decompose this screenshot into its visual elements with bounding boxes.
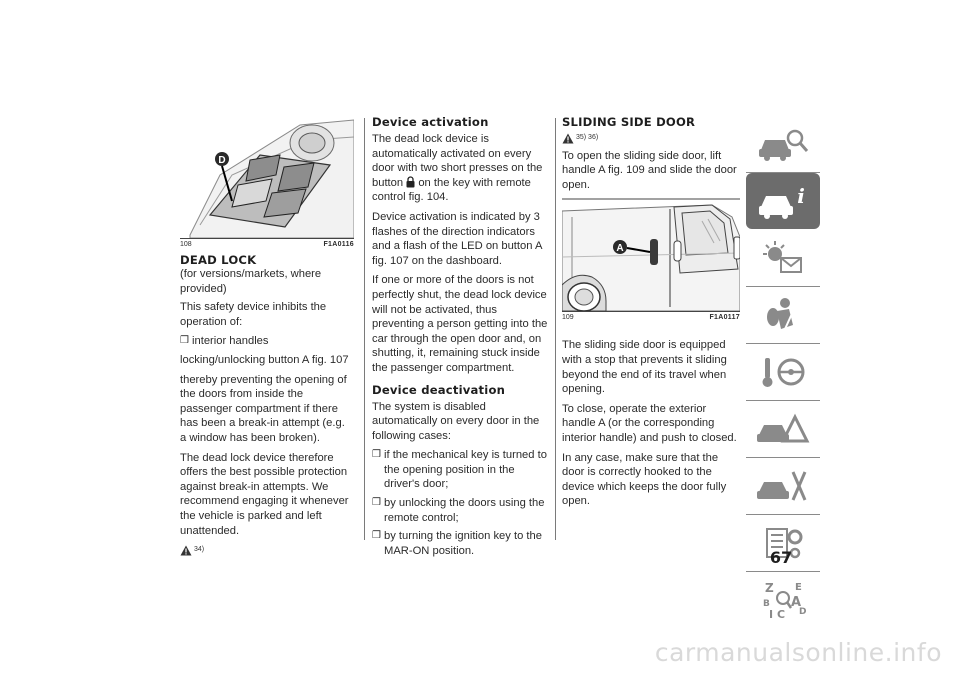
bullet-box-icon: ❒ [180,335,189,347]
svg-text:C: C [777,608,786,621]
figure-number: 108 [180,241,192,248]
column-divider [364,118,365,540]
svg-text:D: D [799,607,807,617]
chapter-tab-safety[interactable] [746,287,820,344]
alphabet-index-icon [755,578,811,622]
dead-lock-paragraph-1: This safety device inhibits the operation of: [180,301,327,328]
dead-lock-paragraph-3: thereby preventing the opening of the doors from inside the passenger compartment if there has been a break-in attempt (e.g. a window has been broken). [180,373,347,444]
figure-109-caption [562,311,740,322]
section-title-device-activation: Device activation [372,115,489,129]
column-3 [562,115,740,514]
warning-triangle-icon [562,133,574,144]
figure-number: 109 [562,314,574,322]
dead-lock-subtitle: (for versions/markets, where provided) [180,268,322,295]
list-item: ❒ interior handles [180,335,269,348]
car-info-icon [755,181,811,221]
sliding-paragraph-2: The sliding side door is equipped with a stop that prevents it sliding beyond the end of its travel when opening. [562,339,727,396]
figure-109 [562,197,740,311]
dead-lock-button-illustration [180,115,354,238]
list-item: ❒ by unlocking the doors using the remote control; [372,497,545,524]
sliding-paragraph-1: To open the sliding side door, lift handle A fig. 109 and slide the door open. [562,149,737,191]
warning-reference: 34) [180,543,354,558]
chapter-tab-getting-to-know[interactable] [746,173,820,229]
chapter-tab-emergency[interactable] [746,401,820,458]
svg-text:A: A [791,595,802,610]
van-side-door-illustration [562,197,740,311]
section-title-sliding-side-door: SLIDING SIDE DOOR [562,115,696,129]
activation-paragraph-2: Device activation is indicated by 3 flashes of the direction indicators and a flash of the LED on button A fig. 107 on the dashboard. [372,210,542,267]
chapter-tab-maintenance[interactable] [746,458,820,515]
column-1 [180,115,354,561]
svg-text:I: I [769,608,774,621]
watermark: carmanualsonline.info [654,638,942,667]
deactivation-paragraph-1: The system is disabled automatically on every door in the following cases: [372,400,540,442]
figure-109-callout: A [616,243,624,255]
chapter-tab-dashboard[interactable] [746,116,820,173]
bullet-box-icon: ❒ [372,530,381,542]
section-title-device-deactivation: Device deactivation [372,382,506,397]
svg-text:Z: Z [765,581,774,595]
warning-reference: 35) 36) [562,131,740,146]
airbag-person-icon [755,295,811,335]
figure-code: F1A0116 [323,241,354,248]
activation-paragraph-3: If one or more of the doors is not perfectly shut, the dead lock device will not be activated, thus preventing a person getting into the car through the open door and, on shutting, it, remaining stuck inside the passenger compartment. [372,274,548,374]
page-number: 67 [769,548,793,567]
list-item: ❒ by turning the ignition key to the MAR-ON position. [372,530,542,557]
section-title-dead-lock: DEAD LOCK [180,253,257,267]
svg-text:B: B [763,599,770,609]
padlock-icon [406,176,415,188]
sliding-paragraph-3: To close, operate the exterior handle A (or the corresponding interior handle) and push to closed. [562,402,737,444]
column-2 [372,115,548,562]
svg-text:E: E [795,582,802,593]
figure-code: F1A0117 [709,314,740,322]
chapter-tab-warning-lights[interactable] [746,230,820,287]
dead-lock-paragraph-4: The dead lock device therefore offers the best possible protection against break-in attempts. We recommend engaging it whenever the vehicle is parked and left unattended. [180,451,349,537]
bullet-box-icon: ❒ [372,497,381,509]
figure-108-callout: D [218,155,226,166]
column-divider [555,118,556,540]
chapter-tab-index[interactable] [746,572,820,628]
chapter-tab-starting-driving[interactable] [746,344,820,401]
svg-text:i: i [797,184,805,208]
dead-lock-paragraph-2: locking/unlocking button A fig. 107 [180,353,349,366]
warning-triangle-icon [180,545,192,556]
activation-paragraph-1: The dead lock device is automatically activated on every door with two short presses on the button on the key with remote control fig. 104. [372,133,543,204]
bullet-box-icon: ❒ [372,449,381,461]
list-item: ❒ if the mechanical key is turned to the opening position in the driver's door; [372,449,547,491]
key-steering-icon [755,352,811,392]
figure-108-caption [180,238,354,249]
figure-108 [180,115,354,238]
sliding-paragraph-4: In any case, make sure that the door is correctly hooked to the device which keeps the door fully open. [562,451,727,508]
car-tools-icon [755,466,811,506]
car-warning-triangle-icon [755,409,811,449]
car-search-icon [755,124,811,164]
lights-message-icon [755,238,811,278]
